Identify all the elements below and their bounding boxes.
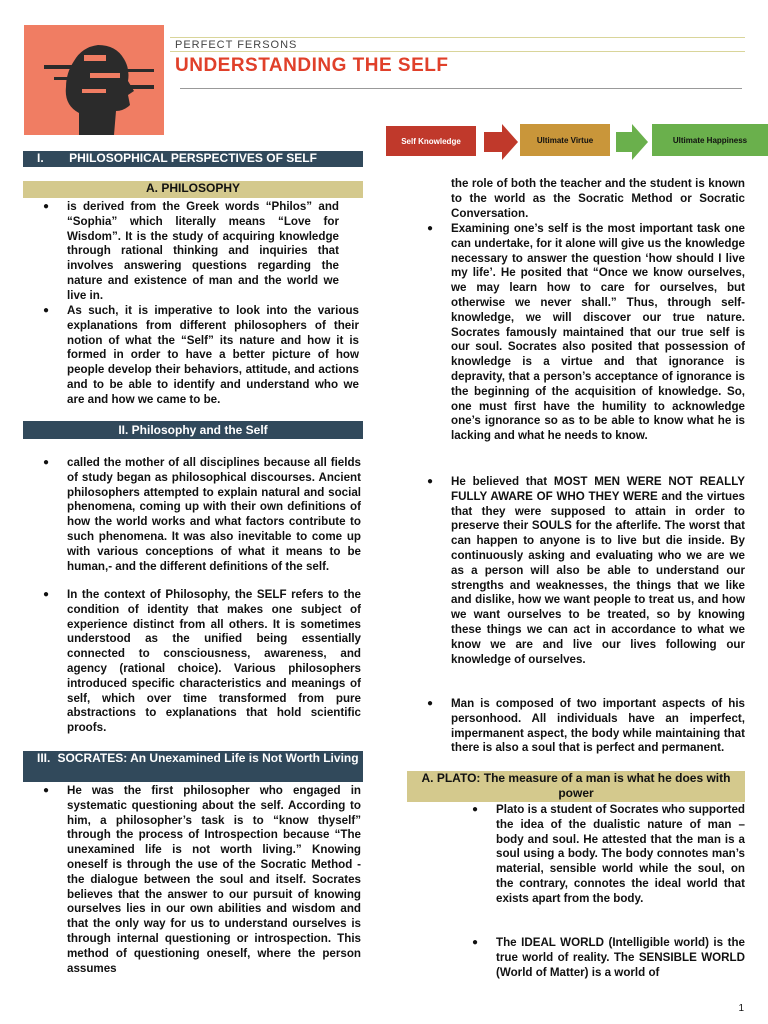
paragraph [43, 456, 361, 574]
bullet-icon: ● [43, 305, 50, 316]
paragraph-text: Plato is a student of Socrates who supported the idea of the dualistic nature of man – body and soul. He attested that the man is a soul using a body. The body connotes man’s material, sensible world while the soul, on the contrary, connotes the ideal world that exists apart from the body. [496, 803, 745, 905]
flow-step-ultimate-virtue [520, 124, 610, 156]
header-mid-rule [170, 51, 745, 52]
flow-step-ultimate-happiness [652, 124, 768, 156]
paragraph-text: is derived from the Greek words “Philos” and “Sophia” which literally means “Love for Wisdom”. It is the study of acquiring knowledge through rational thinking and inquiries that involves answering questions regarding the nature and existence of man and the world we live in. [67, 200, 339, 302]
paragraph-text: Man is composed of two important aspects of his personhood. All individuals have an imperfect, impermanent aspect, the body while maintaining that there is also a soul that is perfect and permanent. [451, 697, 745, 755]
flow-step-label: Ultimate Happiness [672, 135, 748, 145]
paragraph [427, 475, 745, 667]
section-heading-2 [23, 421, 363, 439]
paragraph [472, 803, 745, 907]
paragraph-text: As such, it is imperative to look into the various explanations from different philosophers of their notion of what the “Self” its nature and how it is formed in order to have a better picture of how people develop their behaviors, attitude, and actions and to be able to identify and understand who we are and how we came to be. [67, 304, 359, 406]
header-bottom-rule [180, 88, 742, 89]
paragraph [43, 304, 359, 408]
bullet-icon: ● [43, 457, 50, 468]
paragraph-text: the role of both the teacher and the student is known to the world as the Socratic Method or Socratic Conversation. [451, 177, 745, 220]
section-number: I. [37, 151, 44, 165]
section-number: III. [37, 751, 51, 765]
subsection-title: A. PHILOSOPHY [145, 181, 240, 195]
logo-image [24, 25, 164, 135]
bullet-icon: ● [43, 785, 50, 796]
section-heading-1 [23, 151, 363, 167]
paragraph [427, 222, 745, 444]
flow-step-label: Ultimate Virtue [536, 135, 594, 145]
bullet-icon: ● [472, 937, 479, 948]
paragraph [43, 588, 361, 736]
paragraph [43, 200, 339, 304]
page-number: 1 [738, 1003, 744, 1014]
subsection-title: A. PLATO: The measure of a man is what he does with power [421, 771, 731, 800]
head-silhouette-icon [24, 25, 164, 135]
arrow-right-icon [616, 124, 648, 160]
section-heading-3 [23, 751, 363, 782]
paragraph [472, 936, 745, 980]
paragraph [43, 784, 361, 976]
bullet-icon: ● [43, 201, 50, 212]
section-title: SOCRATES: An Unexamined Life is Not Worth Living [57, 751, 359, 765]
paragraph-text: Examining one’s self is the most important task one can undertake, for it alone will give us the knowledge necessary to answer the question ‘how should I live my life’. He posited that “Once we know ourselves, we may learn how to care for ourselves, but otherwise we never shall.” Thus, through self-knowledge, we will discover our true nature. Socrates famously maintained that our true self is our soul. Socrates also posited that possession of knowledge is a virtue and that ignorance is depravity, that a person’s acceptance of ignorance is the beginning of the acquisition of knowledge. So, one must first have the humility to acknowledge one’s ignorance so as to be able to know what he is lacking and what he needs to know. [451, 222, 745, 443]
paragraph-text: He believed that MOST MEN WERE NOT REALLY FULLY AWARE OF WHO THEY WERE and the virtues that they were supposed to attain in order to preserve their SOULS for the afterlife. The worst that can happen to anyone is to live but die inside. By continuously asking and evaluating who we are we as a person will also be able to understand our strengths and weaknesses, the things that we like and dislike, how we want people to treat us, and how we want ourselves to be treated, so by knowing these things we can act in accordance to what we know we are and live our lives following our knowledge of ourselves. [451, 475, 745, 666]
section-title: PHILOSOPHICAL PERSPECTIVES OF SELF [69, 151, 317, 165]
arrow-right-icon [484, 124, 518, 160]
section-title: II. Philosophy and the Self [118, 423, 268, 437]
page-title: UNDERSTANDING THE SELF [175, 55, 449, 76]
flow-step-label: Self Knowledge [401, 136, 461, 146]
header-top-rule [170, 37, 745, 38]
bullet-icon: ● [427, 223, 434, 234]
subsection-heading-plato [407, 771, 745, 802]
paragraph [427, 697, 745, 756]
organization-name: PERFECT FERSONS [175, 39, 298, 51]
paragraph-text: In the context of Philosophy, the SELF refers to the condition of identity that makes one subject of experience distinct from all others. It is sometimes understood as the unified being essentially connected to consciousness, awareness, and agency (rational choice). Various philosophers introduced specific characteristics and meanings of self, which over time transformed from pure abstractions to explanations that hold scientific proofs. [67, 588, 361, 735]
paragraph [451, 177, 745, 221]
paragraph-text: He was the first philosopher who engaged in systematic questioning about the self. According to him, a philosopher’s task is to “know thyself” through the process of Introspection because “The unexamined life is not worth living.” Knowing oneself is through the use of the Socratic Method - the dialogue between the soul and itself. Socrates believes that the answer to our pursuit of knowing ourselves lies in our own abilities and wisdom and that the only way for us to understand ourselves is through internal questioning or introspection. This method of questioning oneself, where the person assumes [67, 784, 361, 975]
bullet-icon: ● [472, 804, 479, 815]
bullet-icon: ● [43, 589, 50, 600]
flow-step-self-knowledge [386, 126, 476, 156]
paragraph-text: The IDEAL WORLD (Intelligible world) is the true world of reality. The SENSIBLE WORLD (World of Matter) is a world of [496, 936, 745, 979]
bullet-icon: ● [427, 476, 434, 487]
bullet-icon: ● [427, 698, 434, 709]
subsection-heading-philosophy [23, 181, 363, 198]
paragraph-text: called the mother of all disciplines because all fields of study began as philosophical discourses. Ancient philosophers attempted to explain natural and social phenomena, coming up with their own definitions of how the world works and what factors contribute to such phenomena. It was also inevitable to come up with various conceptions of what it means to be human,- and the different definitions of the self. [67, 456, 361, 573]
